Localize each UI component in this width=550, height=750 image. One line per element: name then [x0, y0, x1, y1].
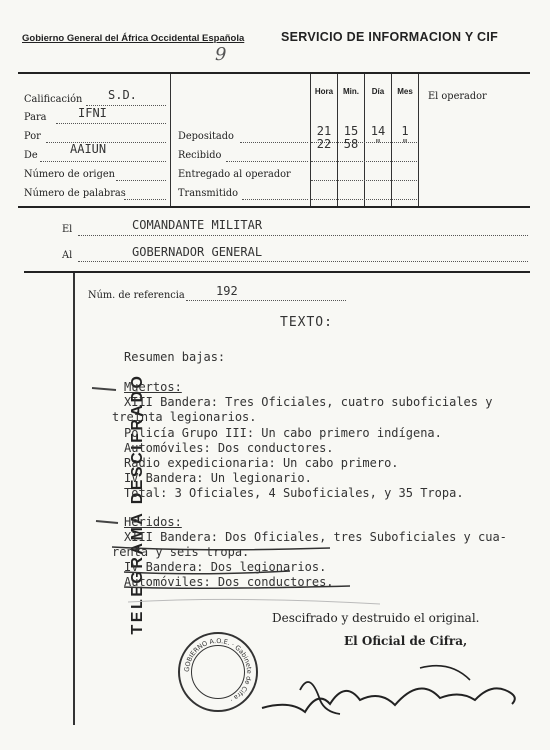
value-para: IFNI [78, 106, 107, 120]
text-line: Total: 3 Oficiales, 4 Suboficiales, y 35 Tropa. [124, 486, 464, 500]
value-calificacion: S.D. [108, 88, 137, 102]
recibido-hora: 22 [316, 137, 332, 151]
handwritten-number: 9 [215, 44, 227, 65]
text-line: treinta legionarios. [112, 410, 257, 424]
text-line: XIII Bandera: Tres Oficiales, cuatro suboficiales y [124, 395, 493, 409]
text-line: Automóviles: Dos conductores. [124, 441, 334, 455]
label-entregado: Entregado al operador [178, 169, 291, 180]
label-numero-palabras: Número de palabras [24, 188, 126, 199]
depositado-min: 15 [343, 124, 359, 138]
value-referencia: 192 [216, 284, 238, 298]
depositado-mes: 1 [401, 124, 409, 138]
text-line: renta y seis tropa. [112, 545, 250, 559]
texto-heading: TEXTO: [280, 315, 333, 330]
text-line: Policía Grupo III: Un cabo primero indígena. [124, 426, 442, 440]
value-al: GOBERNADOR GENERAL [132, 245, 263, 259]
text-line: Automóviles: Dos conductores. [124, 575, 334, 589]
value-de: AAIUN [70, 142, 107, 156]
recibido-dia: " [374, 137, 382, 151]
label-operador: El operador [428, 91, 487, 102]
col-hora: Hora [314, 87, 334, 96]
label-calificacion: Calificación [24, 94, 83, 105]
label-para: Para [24, 112, 47, 123]
label-depositado: Depositado [178, 131, 234, 142]
label-el: El [62, 224, 73, 235]
service-title: SERVICIO DE INFORMACION Y CIF [281, 30, 499, 44]
seal-text: GOBIERNO A.O.E. · Gabinete de Cifra · [182, 636, 254, 705]
svg-text:GOBIERNO A.O.E. · Gabinete de [183, 637, 253, 704]
recibido-min: 58 [343, 137, 359, 151]
depositado-hora: 21 [316, 124, 332, 138]
col-min: Min. [343, 87, 359, 96]
official-seal [178, 632, 258, 712]
org-name: Gobierno General del África Occidental Española [22, 33, 245, 44]
text-line: IV Bandera: Dos legionarios. [124, 560, 327, 574]
label-transmitido: Transmitido [178, 188, 239, 199]
oficial-text: El Oficial de Cifra, [344, 634, 468, 648]
descifrado-text: Descifrado y destruido el original. [272, 611, 480, 625]
col-mes: Mes [397, 87, 413, 96]
label-numero-origen: Número de origen [24, 169, 115, 180]
recibido-mes: " [401, 137, 409, 151]
text-line: Heridos: [124, 515, 182, 529]
label-recibido: Recibido [178, 150, 222, 161]
depositado-dia: 14 [370, 124, 386, 138]
text-line: Muertos: [124, 380, 182, 394]
text-line: Resumen bajas: [124, 350, 226, 364]
sidebar-title: TELEGRAMA DESCIFRADO [129, 373, 146, 635]
label-referencia: Núm. de referencia [88, 290, 185, 301]
text-line: XIII Bandera: Dos Oficiales, tres Suboficiales y cua- [124, 530, 507, 544]
label-al: Al [62, 250, 73, 261]
label-de: De [24, 150, 38, 161]
text-line: Radio expedicionaria: Un cabo primero. [124, 456, 399, 470]
col-dia: Día [371, 87, 385, 96]
label-por: Por [24, 131, 41, 142]
text-line: IV Bandera: Un legionario. [124, 471, 312, 485]
value-el: COMANDANTE MILITAR [132, 218, 263, 232]
